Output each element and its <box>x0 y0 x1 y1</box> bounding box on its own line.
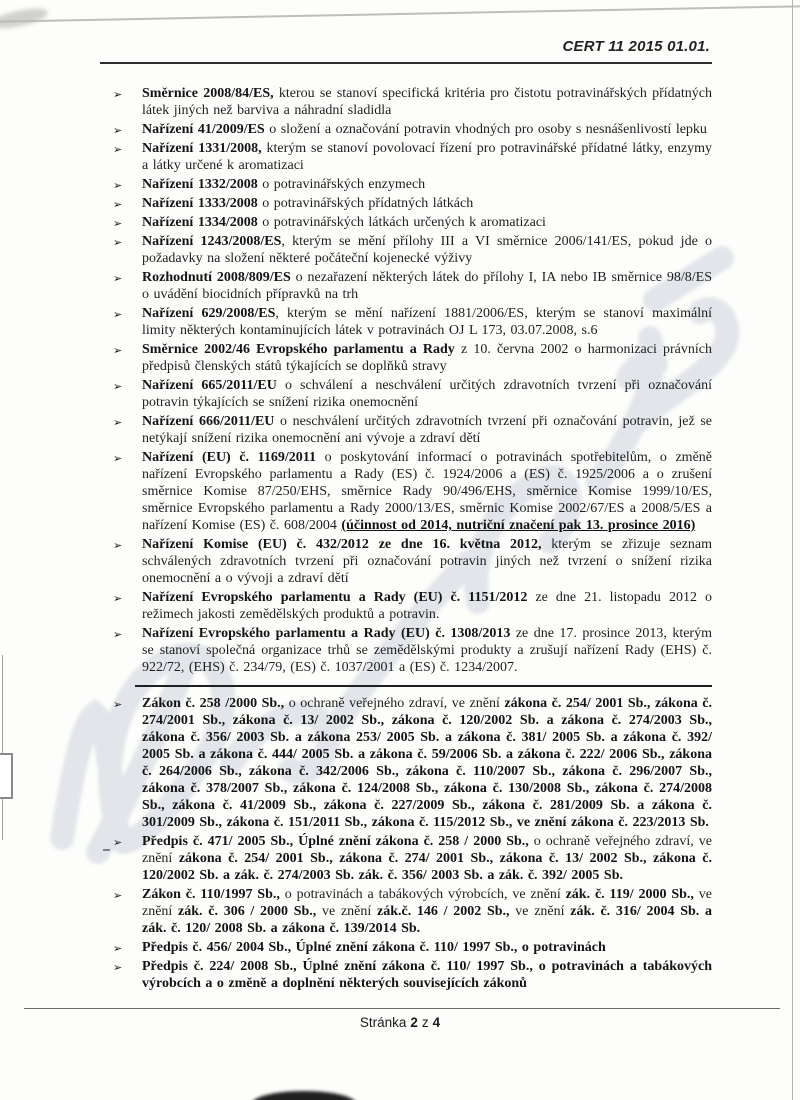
regulation-text: Předpis č. 456/ 2004 Sb., Úplné znění zákona č. 110/ 1997 Sb., o potravinách <box>142 940 606 955</box>
regulation-text: Nařízení (EU) č. 1169/2011 o poskytování informací o potravinách spotřebitelům, o změně nařízení Evropského parlamentu a Rady (ES) č. 1924/2006 a (ES) č. 1925/2006 a o zrušení směrnice Komise 87/250/EHS, směrnice Rady 90/496/EHS, směrnice Komise 1999/10/ES, směrnice Evropského parlamentu a Rady 2000/13/ES, směrnic Komise 2002/67/ES a 2008/5/ES a nařízení Komise (ES) č. 608/2004 (účinnost od 2014, nutriční značení pak 13. prosince 2016) <box>142 450 712 533</box>
arrow-bullet-icon: ➢ <box>113 308 123 321</box>
regulation-text: Rozhodnutí 2008/809/ES o nezařazení některých látek do přílohy I, IA nebo IB směrnice 98/8/ES o uvádění biocidních přípravků na trh <box>142 270 712 302</box>
arrow-bullet-icon: ➢ <box>113 217 123 230</box>
page-number-footer <box>0 1015 800 1030</box>
arrow-bullet-icon: ➢ <box>113 452 123 465</box>
arrow-bullet-icon: ➢ <box>113 889 123 902</box>
list-item <box>100 695 712 831</box>
list-item <box>100 886 712 937</box>
list-item <box>100 536 712 587</box>
list-item <box>100 589 712 623</box>
list-item <box>100 121 712 138</box>
regulation-text: Předpis č. 224/ 2008 Sb., Úplné znění zákona č. 110/ 1997 Sb., o potravinách a tabákových výrobcích a o změně a doplnění některých souvisejících zákonů <box>142 959 712 991</box>
footer-word-page: Stránka <box>359 1015 407 1030</box>
regulation-text: Předpis č. 471/ 2005 Sb., Úplné znění zákona č. 258 / 2000 Sb., o ochraně veřejného zdraví, ve znění zákona č. 254/ 2001 Sb., zákona č. 274/ 2001 Sb., zákona č. 13/ 2002 Sb., zákona č. 120/2002 Sb. a zák. č. 274/2003 Sb. zák. č. 356/ 2003 Sb. a zák. č. 392/ 2005 Sb. <box>142 834 712 883</box>
arrow-bullet-icon: ➢ <box>113 942 123 955</box>
header-rule <box>100 62 712 64</box>
footer-rule <box>24 1008 780 1009</box>
arrow-bullet-icon: ➢ <box>113 539 123 552</box>
arrow-bullet-icon: ➢ <box>113 143 123 156</box>
arrow-bullet-icon: ➢ <box>113 698 123 711</box>
arrow-bullet-icon: ➢ <box>113 592 123 605</box>
regulation-text: Nařízení 1243/2008/ES, kterým se mění přílohy III a VI směrnice 2006/141/ES, pokud jde o požadavky na složení některé počáteční kojenecké výživy <box>142 234 712 266</box>
regulation-text: Nařízení Evropského parlamentu a Rady (EU) č. 1151/2012 ze dne 21. listopadu 2012 o režimech jakosti zemědělských produktů a potravin. <box>142 590 712 622</box>
regulation-text: Nařízení 666/2011/EU o neschválení určitých zdravotních tvrzení při označování potravin, jež se netýkají snížení rizika onemocnění ani vývoje a zdraví dětí <box>142 414 712 446</box>
footer-total-pages: 4 <box>432 1015 441 1030</box>
list-item <box>100 833 712 884</box>
document-code: CERT 11 2015 01.01. <box>562 38 710 55</box>
list-item <box>100 269 712 303</box>
regulation-text: Zákon č. 110/1997 Sb., o potravinách a tabákových výrobcích, ve znění zák. č. 119/ 2000 Sb., ve znění zák. č. 306 / 2000 Sb., ve znění zák.č. 146 / 2002 Sb., ve znění zák. č. 316/ 2004 Sb. a zák. č. 120/ 2008 Sb. a zákona č. 139/2014 Sb. <box>142 887 713 936</box>
eu-regulations-list <box>100 85 712 676</box>
scan-smear-top-left <box>0 5 49 32</box>
list-item <box>100 939 712 956</box>
arrow-bullet-icon: ➢ <box>113 272 123 285</box>
list-item <box>100 85 712 119</box>
regulation-text: Nařízení Evropského parlamentu a Rady (EU) č. 1308/2013 ze dne 17. prosince 2013, kterým se stanoví společná organizace trhů se zemědělskými produkty a zrušují nařízení Rady (EHS) č. 922/72, (EHS) č. 234/79, (ES) č. 1037/2001 a (ES) č. 1234/2007. <box>142 626 712 675</box>
list-item <box>100 176 712 193</box>
regulation-text: Směrnice 2002/46 Evropského parlamentu a Rady z 10. června 2002 o harmonizaci právních předpisů členských států týkajících se doplňků stravy <box>142 342 712 374</box>
regulation-text: Nařízení 1333/2008 o potravinářských přídatných látkách <box>142 196 474 211</box>
scan-edge-line-top <box>0 5 800 23</box>
list-item <box>100 341 712 375</box>
regulation-text: Nařízení 41/2009/ES o složení a označování potravin vhodných pro osoby s nesnášenlivostí lepku <box>142 122 707 137</box>
regulation-text: Nařízení 1331/2008, kterým se stanoví povolovací řízení pro potravinářské přídatné látky, enzymy a látky určené k aromatizaci <box>142 141 712 173</box>
list-item <box>100 305 712 339</box>
scan-punch-hole <box>0 753 13 799</box>
regulation-text: Nařízení 1334/2008 o potravinářských látkách určených k aromatizaci <box>142 215 546 230</box>
footer-separator: z <box>421 1015 429 1030</box>
arrow-bullet-icon: ➢ <box>113 628 123 641</box>
list-item <box>100 195 712 212</box>
regulation-text: Směrnice 2008/84/ES, kterou se stanoví specifická kritéria pro čistotu potravinářských přídatných látek jiných než barviva a náhradní sladidla <box>142 86 712 118</box>
arrow-bullet-icon: ➢ <box>113 179 123 192</box>
arrow-bullet-icon: ➢ <box>113 416 123 429</box>
list-item <box>100 449 712 534</box>
scan-shadow-bottom <box>252 1091 356 1100</box>
document-body <box>100 85 712 994</box>
regulation-text: Nařízení Komise (EU) č. 432/2012 ze dne 16. května 2012, kterým se zřizuje seznam schválených zdravotních tvrzení při označování potravin jiných než tvrzení o snížení rizika onemocnění a o vývoji a zdraví dětí <box>142 537 712 586</box>
list-item <box>100 214 712 231</box>
scan-edge-line-left <box>2 655 3 840</box>
arrow-bullet-icon: ➢ <box>113 836 123 849</box>
arrow-bullet-icon: ➢ <box>113 236 123 249</box>
list-item <box>100 625 712 676</box>
arrow-bullet-icon: ➢ <box>113 88 123 101</box>
regulation-text: Zákon č. 258 /2000 Sb., o ochraně veřejného zdraví, ve znění zákona č. 254/ 2001 Sb., zákona č. 274/2001 Sb., zákona č. 13/ 2002 Sb., zákona č. 120/2002 Sb. a zákona č. 274/2003 Sb., zákona č. 356/ 2003 Sb. a zákona 253/ 2005 Sb. a zákona č. 381/ 2005 Sb. a zákona č. 392/ 2005 Sb. a zákona č. 444/ 2005 Sb. a zákona č. 59/2006 Sb. a zákona č. 222/ 2006 Sb., zákona č. 264/2006 Sb., zákona č. 342/2006 Sb., zákona č. 110/2007 Sb., zákona č. 296/2007 Sb., zákona č. 378/2007 Sb., zákona č. 124/2008 Sb., zákona č. 130/2008 Sb., zákona č. 274/2008 Sb., zákona č. 41/2009 Sb., zákona č. 227/2009 Sb., zákona č. 281/2009 Sb. a zákona č. 301/2009 Sb., zákona č. 151/2011 Sb., zákona č. 115/2012 Sb., ve znění zákona č. 223/2013 Sb. <box>142 696 712 830</box>
arrow-bullet-icon: ➢ <box>113 961 123 974</box>
scan-edge-line-right <box>792 0 793 1100</box>
regulation-text: Nařízení 1332/2008 o potravinářských enzymech <box>142 177 426 192</box>
national-laws-list <box>100 695 712 992</box>
arrow-bullet-icon: ➢ <box>113 380 123 393</box>
regulation-text: Nařízení 665/2011/EU o schválení a neschválení určitých zdravotních tvrzení při označování potravin týkajících se snížení rizika onemocnění <box>142 378 712 410</box>
section-divider <box>135 685 712 687</box>
list-item <box>100 233 712 267</box>
list-item <box>100 140 712 174</box>
list-item <box>100 413 712 447</box>
arrow-bullet-icon: ➢ <box>113 198 123 211</box>
regulation-text: Nařízení 629/2008/ES, kterým se mění nařízení 1881/2006/ES, kterým se stanoví maximální limity některých kontaminujících látek v potravinách OJ L 173, 03.07.2008, s.6 <box>142 306 712 338</box>
footer-current-page: 2 <box>410 1015 418 1030</box>
list-item <box>100 958 712 992</box>
arrow-bullet-icon: ➢ <box>113 124 123 137</box>
arrow-bullet-icon: ➢ <box>113 344 123 357</box>
list-item <box>100 377 712 411</box>
